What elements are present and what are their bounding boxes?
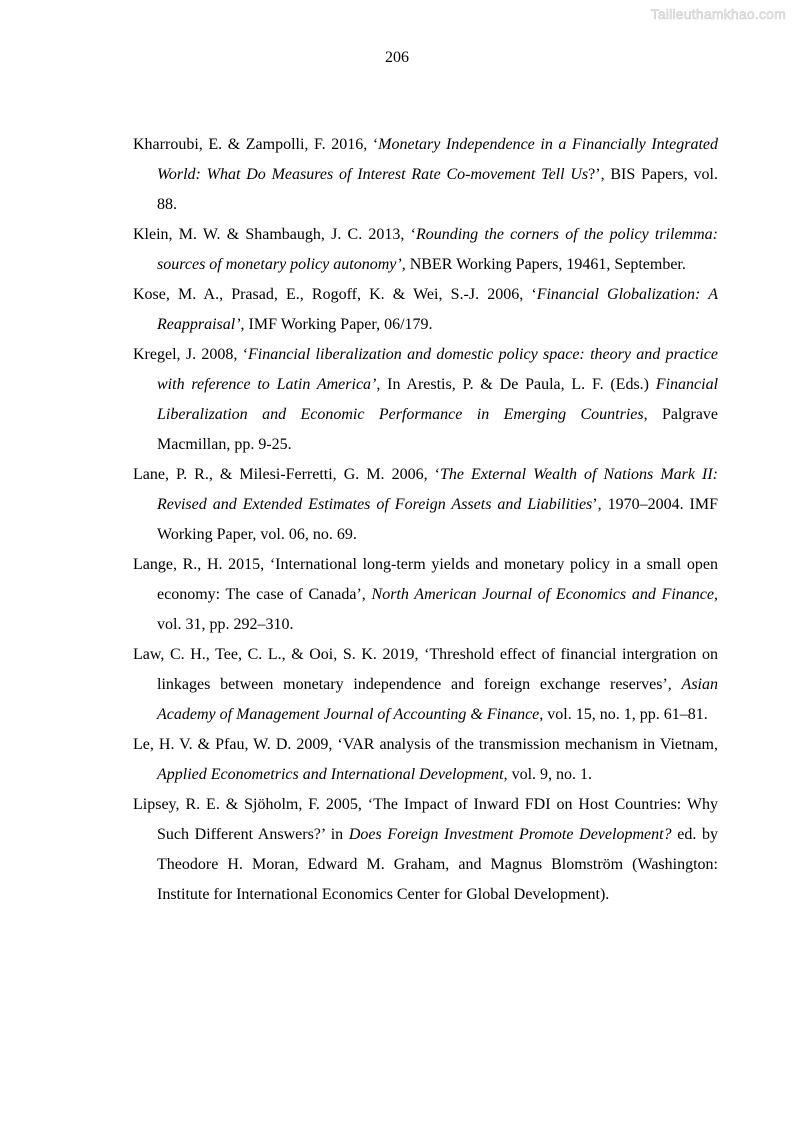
reference-title-italic: Asian Academy of Management Journal of Accounting & Finance bbox=[157, 676, 718, 723]
page-number: 206 bbox=[385, 49, 409, 66]
reference-entry bbox=[133, 790, 718, 910]
reference-entry bbox=[133, 550, 718, 640]
reference-title-italic: Rounding the corners of the policy trilemma: sources of monetary policy autonomy’, bbox=[157, 226, 718, 273]
reference-text: Klein, M. W. & Shambaugh, J. C. 2013, ‘ bbox=[133, 226, 416, 243]
reference-title-italic: Financial Globalization: A Reappraisal’ bbox=[157, 286, 719, 333]
reference-entry bbox=[133, 640, 718, 730]
reference-title-italic: Does Foreign Investment Promote Development? bbox=[348, 826, 672, 843]
reference-text: Lipsey, R. E. & Sjöholm, F. 2005, ‘The Impact of Inward FDI on Host Countries: Why Such Different Answers?’ in bbox=[133, 796, 718, 843]
reference-list bbox=[133, 130, 718, 910]
reference-text: NBER Working Papers, 19461, September. bbox=[405, 256, 686, 273]
reference-text: , vol. 31, pp. 292–310. bbox=[157, 586, 719, 633]
reference-title-italic: Financial Liberalization and Economic Performance in Emerging Countries bbox=[157, 376, 719, 423]
reference-entry bbox=[133, 730, 718, 790]
reference-text: , Palgrave Macmillan, pp. 9-25. bbox=[157, 406, 718, 453]
reference-entry bbox=[133, 280, 718, 340]
reference-entry bbox=[133, 130, 718, 220]
reference-text: ’, 1970–2004. IMF Working Paper, vol. 06, no. 69. bbox=[157, 496, 719, 543]
reference-text: Lange, R., H. 2015, ‘International long-term yields and monetary policy in a small open economy: The case of Canada’, bbox=[133, 556, 718, 603]
reference-text: Kregel, J. 2008, ‘ bbox=[133, 346, 249, 363]
reference-text: ?’, BIS Papers, vol. 88. bbox=[157, 166, 718, 213]
reference-text: ed. by Theodore H. Moran, Edward M. Graham, and Magnus Blomström (Washington: Institute for International Economics Center for Global Development). bbox=[157, 826, 719, 903]
reference-title-italic: Monetary Independence in a Financially Integrated World: What Do Measures of Interest Rate Co-movement Tell Us bbox=[157, 136, 718, 183]
reference-text: , vol. 9, no. 1. bbox=[503, 766, 593, 783]
reference-text: Le, H. V. & Pfau, W. D. 2009, ‘VAR analysis of the transmission mechanism in Vietnam, bbox=[133, 736, 718, 753]
reference-title-italic: Financial liberalization and domestic policy space: theory and practice with reference to Latin America’ bbox=[157, 346, 718, 393]
reference-text: , vol. 15, no. 1, pp. 61–81. bbox=[539, 706, 708, 723]
reference-text: Law, C. H., Tee, C. L., & Ooi, S. K. 2019, ‘Threshold effect of financial intergration on linkages between monetary independence and foreign exchange reserves’, bbox=[133, 646, 718, 693]
reference-text: , IMF Working Paper, 06/179. bbox=[240, 316, 433, 333]
reference-entry bbox=[133, 340, 718, 460]
reference-text: Kharroubi, E. & Zampolli, F. 2016, ‘ bbox=[133, 136, 379, 153]
reference-entry bbox=[133, 220, 718, 280]
reference-title-italic: North American Journal of Economics and Finance bbox=[371, 586, 715, 603]
watermark-text: Tailieuthamkhao.com bbox=[650, 6, 786, 22]
reference-title-italic: The External Wealth of Nations Mark II: Revised and Extended Estimates of Foreign Assets and Liabilities bbox=[157, 466, 719, 513]
reference-text: , In Arestis, P. & De Paula, L. F. (Eds.) bbox=[376, 376, 656, 393]
reference-entry bbox=[133, 460, 718, 550]
reference-text: Kose, M. A., Prasad, E., Rogoff, K. & Wei, S.-J. 2006, ‘ bbox=[133, 286, 537, 303]
reference-text: Lane, P. R., & Milesi-Ferretti, G. M. 2006, ‘ bbox=[133, 466, 440, 483]
reference-title-italic: Applied Econometrics and International Development bbox=[157, 766, 504, 783]
